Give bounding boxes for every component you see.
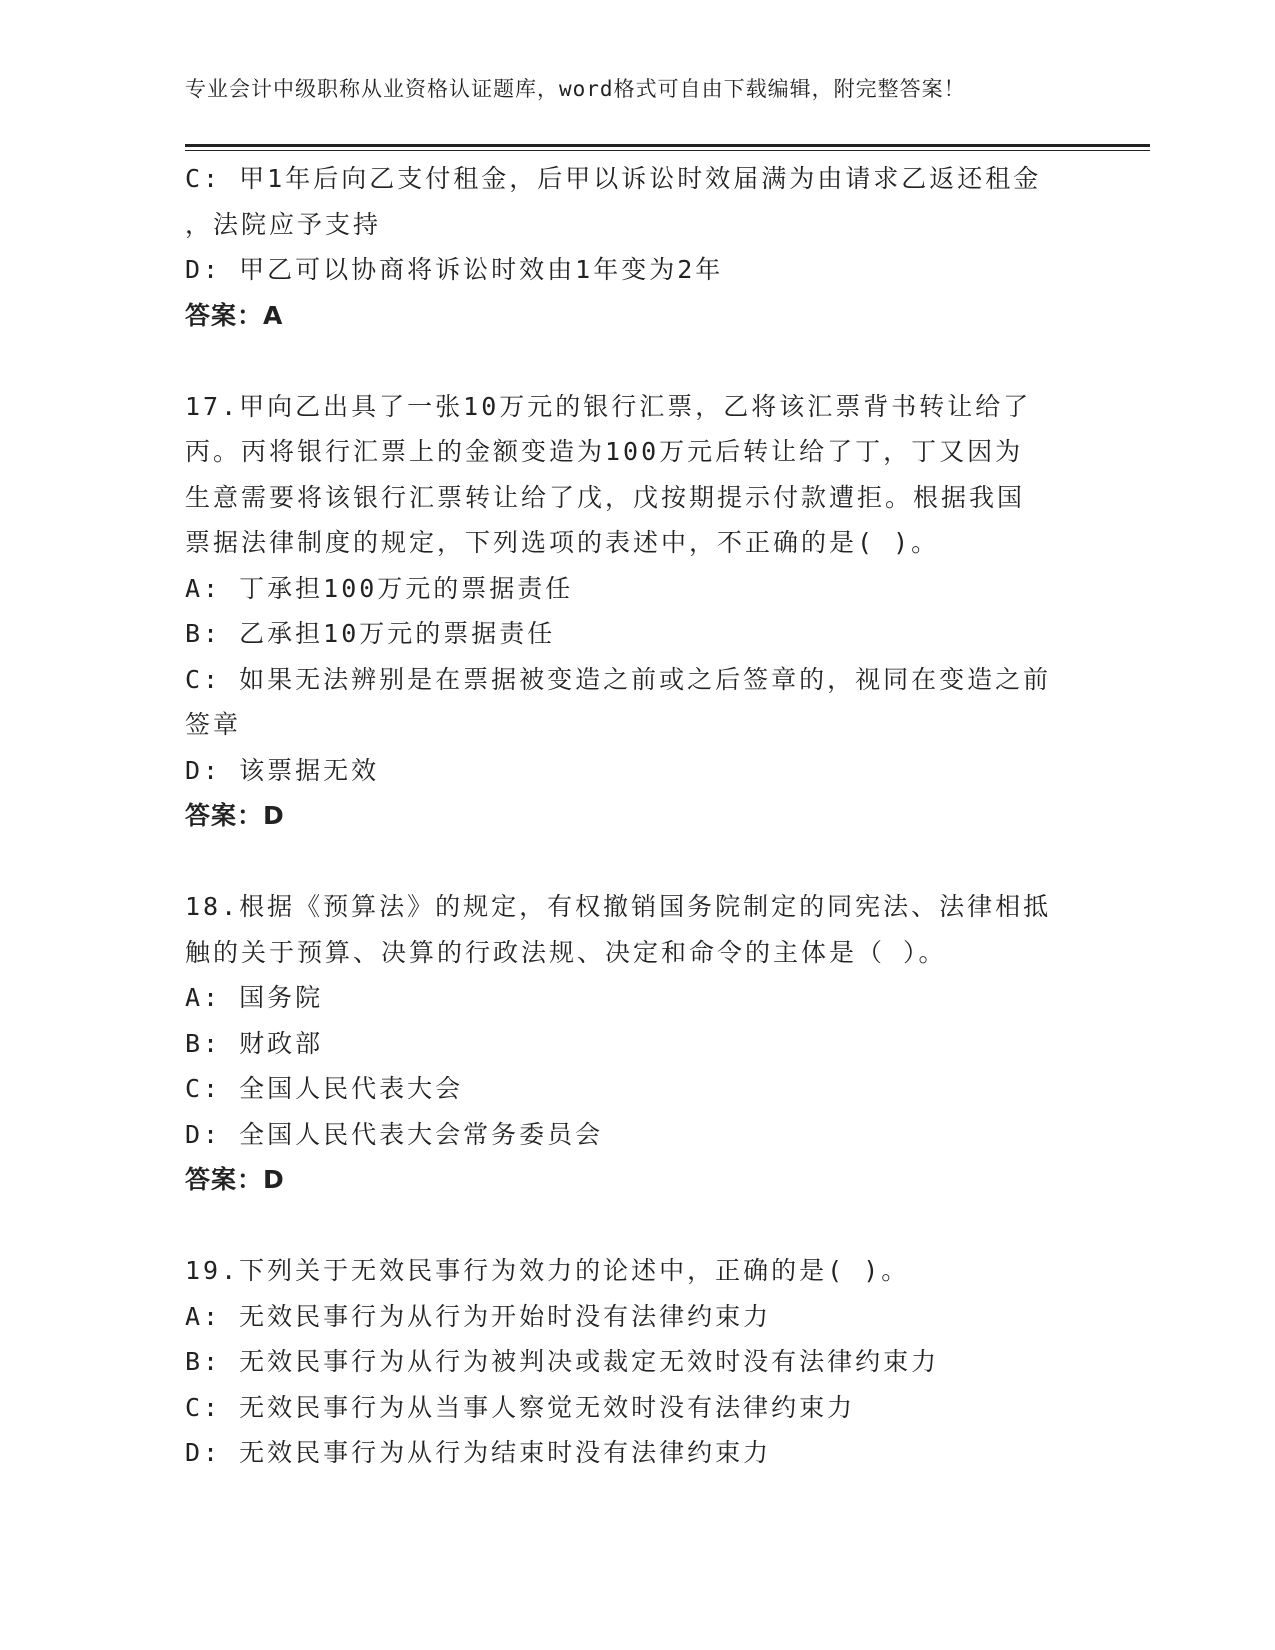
option-a: A: 无效民事行为从行为开始时没有法律约束力: [185, 1301, 772, 1331]
header-divider-thin: [185, 150, 1150, 151]
option-c: C: 如果无法辨别是在票据被变造之前或之后签章的，视同在变造之前: [185, 664, 1052, 694]
spacer: [185, 1203, 1085, 1249]
option-b: B: 无效民事行为从行为被判决或裁定无效时没有法律约束力: [185, 1347, 940, 1376]
spacer: [185, 839, 1085, 885]
option-c: C: 全国人民代表大会: [185, 1074, 464, 1103]
question-17: [185, 384, 1085, 839]
spacer: [185, 338, 1085, 384]
option-b: B: 乙承担10万元的票据责任: [185, 619, 556, 648]
option-d: D: 该票据无效: [185, 755, 380, 785]
question-stem: 17.甲向乙出具了一张10万元的银行汇票，乙将该汇票背书转让给了: [185, 391, 1032, 421]
question-stem: 18.根据《预算法》的规定，有权撤销国务院制定的同宪法、法律相抵: [185, 892, 1052, 921]
option-a: A: 丁承担100万元的票据责任: [185, 573, 574, 603]
question-18: [185, 884, 1085, 1203]
question-19: [185, 1248, 1085, 1476]
question-stem: 生意需要将该银行汇票转让给了戊，戊按期提示付款遭拒。根据我国: [185, 482, 1026, 512]
page-header: 专业会计中级职称从业资格认证题库，word格式可自由下载编辑，附完整答案！: [185, 77, 966, 101]
question-stem: 19.下列关于无效民事行为效力的论述中，正确的是( )。: [185, 1256, 910, 1285]
option-d: D: 甲乙可以协商将诉讼时效由1年变为2年: [185, 255, 724, 284]
answer: 答案：D: [185, 801, 285, 830]
option-c: C: 甲1年后向乙支付租金，后甲以诉讼时效届满为由请求乙返还租金: [185, 164, 1042, 193]
answer: 答案：A: [185, 300, 284, 330]
question-stem: 票据法律制度的规定，下列选项的表述中，不正确的是( )。: [185, 528, 940, 557]
question-16-tail: [185, 156, 1085, 338]
option-b: B: 财政部: [185, 1028, 324, 1058]
question-stem: 丙。丙将银行汇票上的金额变造为100万元后转让给了丁，丁又因为: [185, 437, 1024, 466]
answer: 答案：D: [185, 1165, 285, 1194]
option-d: D: 全国人民代表大会常务委员会: [185, 1119, 604, 1149]
option-c-continued: ，法院应予支持: [185, 209, 382, 239]
option-c: C: 无效民事行为从当事人察觉无效时没有法律约束力: [185, 1392, 856, 1422]
header-divider-thick: [185, 144, 1150, 147]
option-d: D: 无效民事行为从行为结束时没有法律约束力: [185, 1438, 772, 1467]
option-c-continued: 签章: [185, 710, 242, 739]
question-stem: 触的关于预算、决算的行政法规、决定和命令的主体是（ ）。: [185, 937, 947, 967]
option-a: A: 国务院: [185, 983, 324, 1012]
question-content: [185, 156, 1085, 1476]
